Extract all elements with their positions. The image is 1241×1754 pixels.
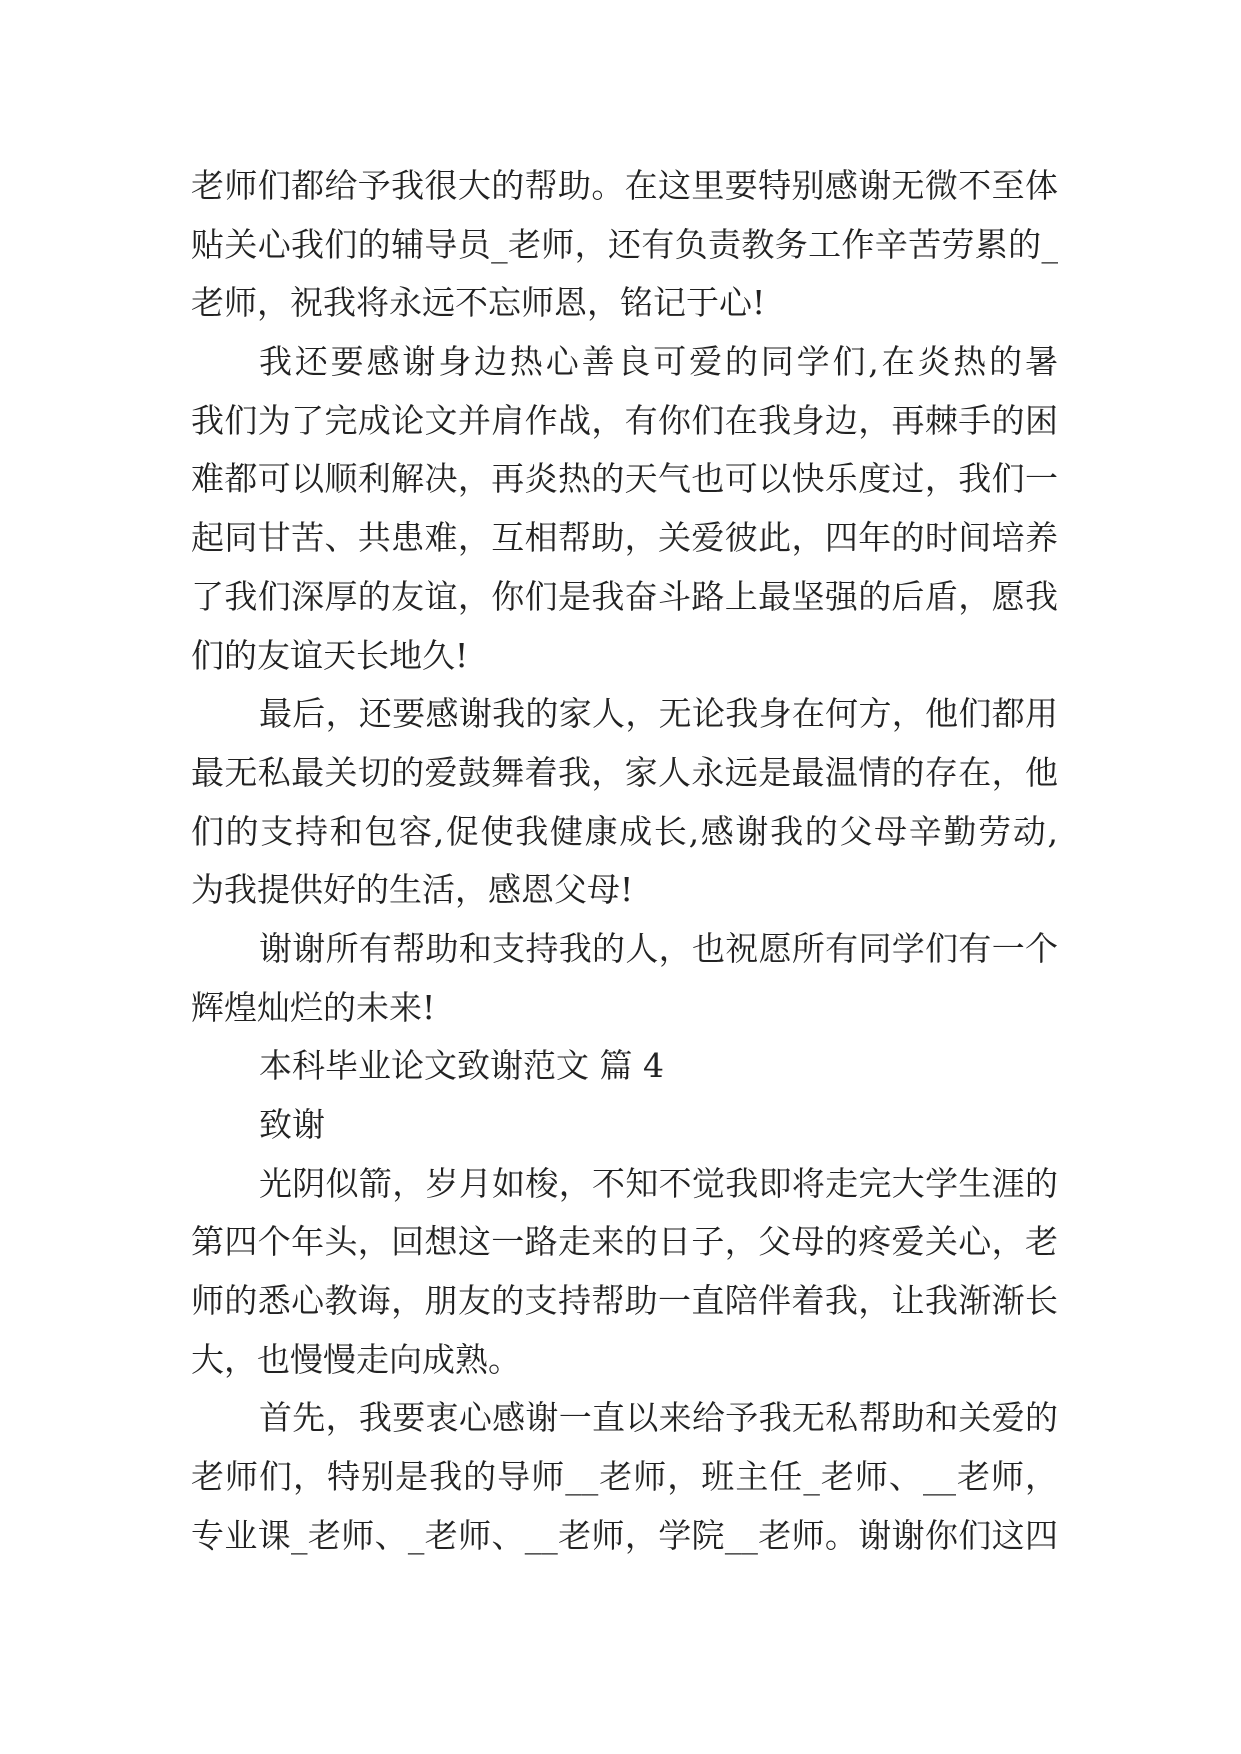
text-line: 为我提供好的生活，感恩父母!: [191, 870, 634, 910]
text-line: 第四个年头，回想这一路走来的日子，父母的疼爱关心，老: [191, 1222, 1058, 1262]
text-line: 们的支持和包容,促使我健康成长,感谢我的父母辛勤劳动,: [191, 811, 1058, 851]
paragraph: [191, 333, 1058, 685]
paragraph: [191, 920, 1058, 1037]
text-line: 老师们，特别是我的导师__老师，班主任_老师、__老师，: [191, 1457, 1058, 1497]
text-line: 首先，我要衷心感谢一直以来给予我无私帮助和关爱的: [259, 1398, 1058, 1438]
section-heading: [191, 1037, 1058, 1096]
paragraph: [191, 1155, 1058, 1390]
section-heading-text: 本科毕业论文致谢范文 篇 4: [259, 1046, 664, 1086]
text-line: 大，也慢慢走向成熟。: [191, 1339, 521, 1379]
text-line: 师的悉心教诲，朋友的支持帮助一直陪伴着我，让我渐渐长: [191, 1281, 1058, 1321]
text-line: 我们为了完成论文并肩作战，有你们在我身边，再棘手的困: [191, 400, 1058, 440]
document-body: [191, 157, 1058, 1566]
paragraph: [191, 1389, 1058, 1565]
paragraph: [191, 685, 1058, 920]
text-line: 我还要感谢身边热心善良可爱的同学们,在炎热的暑: [259, 342, 1058, 382]
text-line: 难都可以顺利解决，再炎热的天气也可以快乐度过，我们一: [191, 459, 1058, 499]
text-line: 谢谢所有帮助和支持我的人，也祝愿所有同学们有一个: [259, 928, 1058, 968]
text-line: 专业课_老师、_老师、__老师，学院__老师。谢谢你们这四: [191, 1515, 1058, 1555]
text-line: 们的友谊天长地久!: [191, 635, 469, 675]
section-subheading-text: 致谢: [259, 1105, 325, 1144]
text-line: 光阴似箭，岁月如梭，不知不觉我即将走完大学生涯的: [259, 1163, 1058, 1203]
text-line: 老师，祝我将永远不忘师恩，铭记于心!: [191, 283, 766, 323]
text-line: 老师们都给予我很大的帮助。在这里要特别感谢无微不至体: [191, 166, 1058, 205]
text-line: 起同甘苦、共患难，互相帮助，关爱彼此，四年的时间培养: [191, 518, 1058, 558]
text-line: 最后，还要感谢我的家人，无论我身在何方，他们都用: [259, 694, 1058, 734]
text-line: 贴关心我们的辅导员_老师，还有负责教务工作辛苦劳累的_: [191, 224, 1058, 264]
text-line: 了我们深厚的友谊，你们是我奋斗路上最坚强的后盾，愿我: [191, 576, 1058, 616]
text-line: 最无私最关切的爱鼓舞着我，家人永远是最温情的存在，他: [191, 752, 1058, 792]
text-line: 辉煌灿烂的未来!: [191, 987, 436, 1027]
paragraph: [191, 157, 1058, 333]
section-subheading: [191, 1096, 1058, 1155]
